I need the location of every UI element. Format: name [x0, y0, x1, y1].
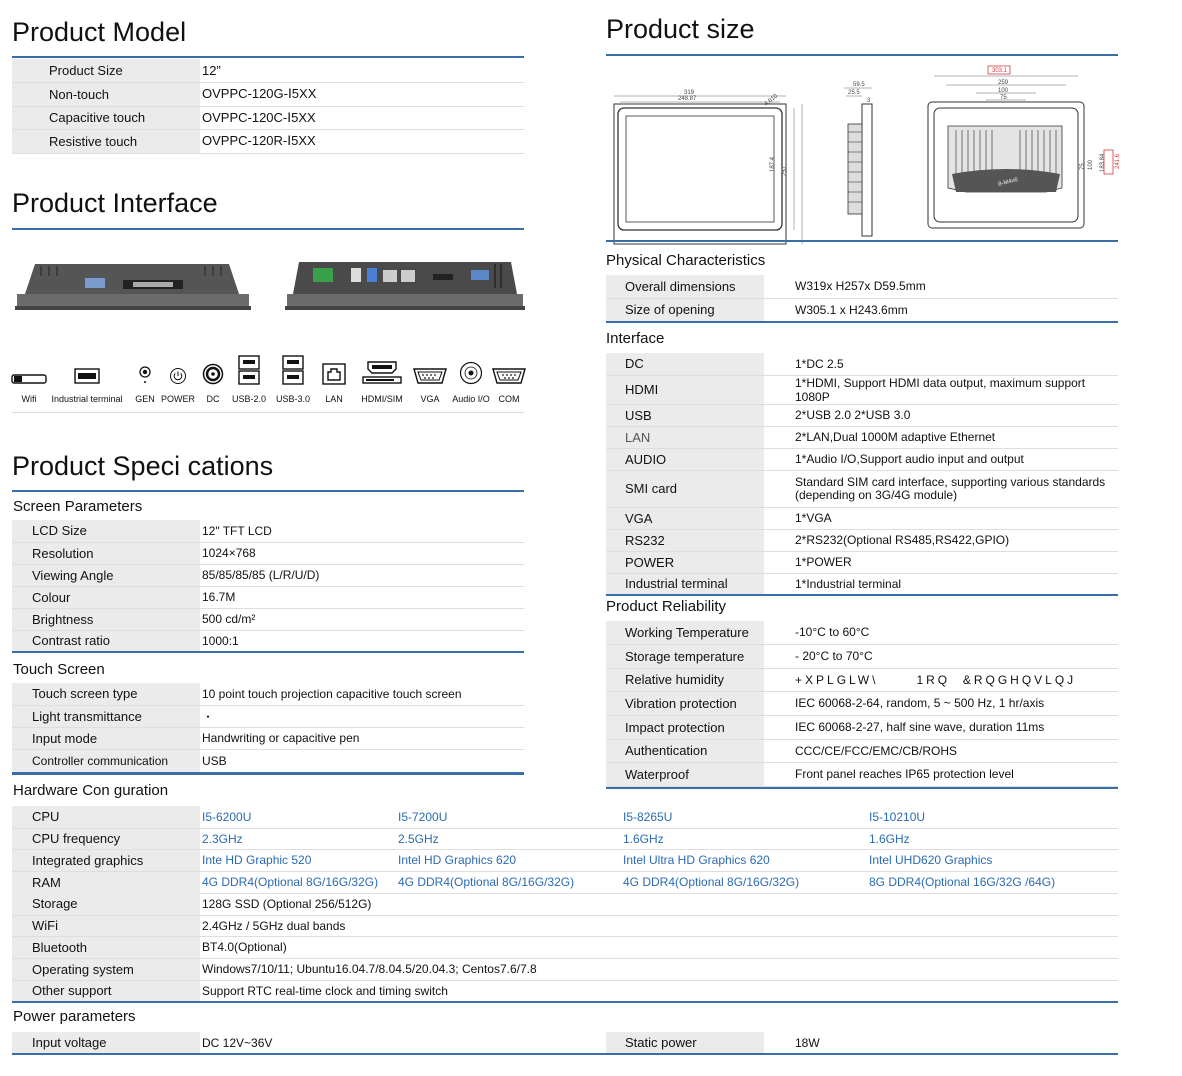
row-key: Touch screen type [12, 683, 200, 705]
row-value: W319x H257x D59.5mm [764, 275, 1118, 298]
dim-label: 257 [782, 165, 788, 176]
table-row [12, 564, 524, 586]
interface-icon-item [266, 352, 320, 404]
table-row [606, 691, 1118, 715]
interface-icon-item [444, 352, 498, 404]
row-key: Integrated graphics [12, 849, 200, 871]
table-row [606, 739, 1118, 762]
screen-parameters-table [12, 520, 524, 653]
row-value: OVPPC-120G-Ⅰ5XX [200, 82, 524, 106]
front-view-drawing [614, 90, 802, 244]
icon-label: GEN [135, 394, 155, 404]
icon-label: Wifi [21, 394, 37, 404]
row-value: 1*Audio I/O,Support audio input and output [764, 448, 1118, 470]
input-voltage-label: Input voltage [12, 1032, 200, 1054]
row-value: Windows7/10/11; Ubuntu16.04.7/8.04.5/20.04.3; Centos7.6/7.8 [200, 958, 1118, 980]
vga-icon [412, 367, 448, 385]
dim-label: 183.84 [1100, 153, 1106, 172]
dim-label: 8-M4x6 [997, 176, 1019, 188]
row-key: Input mode [12, 727, 200, 749]
power-icon [169, 367, 187, 385]
input-voltage-value: DC 12V~36V [200, 1032, 606, 1054]
table-row [12, 705, 524, 727]
power-table [12, 1032, 1118, 1055]
table-row [12, 59, 524, 82]
interface-icon-item [46, 352, 128, 404]
row-value: Front panel reaches IP65 protection level [764, 762, 1118, 786]
cpu-cell: I5-8265U [623, 806, 869, 828]
dimension-drawings [606, 62, 1121, 234]
row-value: USB [200, 749, 524, 773]
table-row [606, 762, 1118, 786]
table-row [12, 1032, 1118, 1054]
row-value: IEC 60068-2-64, random, 5 ~ 500 Hz, 1 hr/axis [764, 691, 1118, 715]
table-row [606, 573, 1118, 595]
row-value: 2*LAN,Dual 1000M adaptive Ethernet [764, 426, 1118, 448]
row-value: 85/85/85/85 (L/R/U/D) [200, 564, 524, 586]
table-row [12, 608, 524, 630]
table-row [606, 298, 1118, 322]
icon-label: POWER [161, 394, 196, 404]
title-underline [606, 240, 1118, 242]
table-row [606, 470, 1118, 507]
table-row [12, 849, 1118, 871]
interface-icon-item [12, 352, 46, 404]
icon-label: LAN [325, 394, 343, 404]
row-value: 1000:1 [200, 630, 524, 652]
hardware-table [12, 893, 1118, 1003]
row-key: Viewing Angle [12, 564, 200, 586]
row-value: 1*Industrial terminal [764, 573, 1118, 595]
cpu-table [12, 806, 1118, 894]
physical-characteristics-heading: Physical Characteristics [606, 252, 766, 269]
static-power-label: Static power [606, 1032, 764, 1054]
row-key: POWER [606, 551, 764, 573]
dim-label: 4.810 [763, 93, 780, 108]
row-key: Operating system [12, 958, 200, 980]
row-key: Bluetooth [12, 936, 200, 958]
row-value: IEC 60068-2-27, half sine wave, duration 11ms [764, 715, 1118, 739]
row-value: BT4.0(Optional) [200, 936, 1118, 958]
cpu-cell: 1.6GHz [869, 828, 1118, 849]
row-value: 2*USB 2.0 2*USB 3.0 [764, 404, 1118, 426]
cpu-cell: Intel Ultra HD Graphics 620 [623, 849, 869, 871]
dc-jack-icon [202, 363, 224, 385]
product-model-title: Product Model [12, 17, 187, 47]
usb2-icon [238, 355, 260, 385]
row-key: LAN [606, 426, 764, 448]
icon-label: Audio I/O [452, 394, 490, 404]
title-underline [606, 54, 1118, 56]
row-value: 1024×768 [200, 542, 524, 564]
row-value: +XPLGLW\ 1RQ &RQGHQVLQJ [764, 668, 1118, 691]
row-value: ・ [200, 705, 524, 727]
table-row [12, 749, 524, 773]
product-bottom-photo [15, 258, 251, 312]
table-row [12, 828, 1118, 849]
cpu-cell: Intel HD Graphics 620 [398, 849, 623, 871]
row-key: AUDIO [606, 448, 764, 470]
side-view-drawing [844, 82, 872, 236]
static-power-value: 18W [764, 1032, 1118, 1054]
table-row [12, 893, 1118, 915]
row-value: Standard SIM card interface, supporting various standards (depending on 3G/4G module) [764, 470, 1118, 507]
usb3-icon [282, 355, 304, 385]
product-io-photo [285, 258, 525, 312]
row-key: WiFi [12, 915, 200, 936]
title-underline [12, 228, 524, 230]
row-key: Light transmittance [12, 705, 200, 727]
cpu-cell: 2.5GHz [398, 828, 623, 849]
row-value: -10°C to 60°C [764, 621, 1118, 644]
table-row [12, 727, 524, 749]
row-value: 10 point touch projection capacitive touch screen [200, 683, 524, 705]
row-value: 2*RS232(Optional RS485,RS422,GPIO) [764, 529, 1118, 551]
row-key: Overall dimensions [606, 275, 764, 298]
icon-label: USB-3.0 [275, 394, 310, 404]
power-parameters-heading: Power parameters [13, 1008, 136, 1025]
touch-screen-heading: Touch Screen [13, 661, 105, 678]
row-value: 12” [200, 59, 524, 82]
row-key: Colour [12, 586, 200, 608]
product-size-title: Product size [606, 14, 755, 44]
touch-screen-table [12, 683, 524, 774]
interface-icon-item [498, 352, 520, 404]
dim-label: 259 [998, 80, 1009, 86]
table-row [606, 715, 1118, 739]
product-interface-title: Product Interface [12, 188, 218, 218]
row-value: W305.1 x H243.6mm [764, 298, 1118, 322]
table-row [606, 668, 1118, 691]
row-value: CCC/CE/FCC/EMC/CB/ROHS [764, 739, 1118, 762]
section-underline [606, 787, 1118, 789]
row-key: Capacitive touch [12, 106, 200, 129]
row-key: Size of opening [606, 298, 764, 322]
table-row [606, 275, 1118, 298]
table-row [606, 644, 1118, 668]
table-row [606, 529, 1118, 551]
hardware-configuration-heading: Hardware Con guration [13, 782, 169, 799]
row-key: USB [606, 404, 764, 426]
table-row [606, 551, 1118, 573]
com-icon [491, 367, 527, 385]
table-row [12, 936, 1118, 958]
row-key: LCD Size [12, 520, 200, 542]
table-row [12, 683, 524, 705]
interface-icon-item [162, 352, 194, 404]
row-value: 16.7M [200, 586, 524, 608]
cpu-cell: Intel UHD620 Graphics [869, 849, 1118, 871]
row-key: CPU [12, 806, 200, 828]
table-row [606, 507, 1118, 529]
row-key: RS232 [606, 529, 764, 551]
row-key: RAM [12, 871, 200, 893]
row-key: Authentication [606, 739, 764, 762]
model-table [12, 59, 524, 154]
dim-label: 248.87 [678, 96, 697, 102]
cpu-cell: I5-7200U [398, 806, 623, 828]
screen-parameters-heading: Screen Parameters [13, 498, 143, 515]
interface-icon-item [194, 352, 232, 404]
dim-label: 25.5 [848, 90, 860, 96]
wifi-antenna-icon [11, 373, 47, 385]
row-value: OVPPC-120R-Ⅰ5XX [200, 129, 524, 153]
dim-label: 319 [684, 90, 695, 96]
icon-label: HDMI/SIM [361, 394, 403, 404]
table-row [12, 129, 524, 153]
dim-label: 75 [1000, 95, 1007, 101]
table-row [12, 106, 524, 129]
interface-heading: Interface [606, 330, 665, 347]
table-row [12, 630, 524, 652]
row-key: Storage [12, 893, 200, 915]
row-key: Industrial terminal [606, 573, 764, 595]
icon-label: VGA [420, 394, 440, 404]
icon-label: DC [206, 394, 220, 404]
title-underline [12, 490, 524, 492]
row-key: VGA [606, 507, 764, 529]
table-row [12, 915, 1118, 936]
cpu-cell: 4G DDR4(Optional 8G/16G/32G) [398, 871, 623, 893]
row-value: OVPPC-120C-Ⅰ5XX [200, 106, 524, 129]
table-row [606, 353, 1118, 375]
row-value: 1*POWER [764, 551, 1118, 573]
table-row [606, 621, 1118, 644]
row-value: 128G SSD (Optional 256/512G) [200, 893, 1118, 915]
icon-label: COM [498, 394, 520, 404]
row-key: Resolution [12, 542, 200, 564]
dim-label: 100 [1088, 159, 1094, 170]
row-value: Handwriting or capacitive pen [200, 727, 524, 749]
table-row [12, 82, 524, 106]
icon-label: Industrial terminal [51, 394, 123, 404]
table-row [12, 958, 1118, 980]
interface-table [606, 353, 1118, 596]
row-key: Controller communication [12, 749, 200, 773]
row-key: Product Size [12, 59, 200, 82]
physical-table [606, 275, 1118, 323]
row-key: Storage temperature [606, 644, 764, 668]
table-row [12, 586, 524, 608]
back-view-drawing [928, 66, 1121, 228]
dim-label: 3 [867, 98, 871, 104]
row-key: CPU frequency [12, 828, 200, 849]
row-key: Resistive touch [12, 129, 200, 153]
table-row [606, 426, 1118, 448]
dim-label: 100 [998, 88, 1009, 94]
section-underline [12, 773, 524, 775]
cpu-cell: Inte HD Graphic 520 [200, 849, 398, 871]
table-row [606, 404, 1118, 426]
row-value: - 20°C to 70°C [764, 644, 1118, 668]
interface-icon-item [348, 352, 416, 404]
reliability-table [606, 621, 1118, 787]
row-value: 2.4GHz / 5GHz dual bands [200, 915, 1118, 936]
table-row [606, 375, 1118, 404]
row-key: Working Temperature [606, 621, 764, 644]
interface-icon-item [416, 352, 444, 404]
gen-icon [138, 365, 152, 385]
lan-icon [322, 363, 346, 385]
cpu-cell: 2.3GHz [200, 828, 398, 849]
interface-icons [12, 352, 520, 404]
row-key: DC [606, 353, 764, 375]
interface-icon-item [128, 352, 162, 404]
table-row [12, 871, 1118, 893]
dim-label: 75 [1080, 163, 1086, 170]
table-row [12, 542, 524, 564]
row-key: Impact protection [606, 715, 764, 739]
cpu-cell: 4G DDR4(Optional 8G/16G/32G) [200, 871, 398, 893]
divider [12, 412, 524, 413]
cpu-cell: I5-6200U [200, 806, 398, 828]
row-key: HDMI [606, 375, 764, 404]
table-row [12, 520, 524, 542]
industrial-terminal-icon [74, 367, 100, 385]
interface-icon-item [232, 352, 266, 404]
cpu-cell: 8G DDR4(Optional 16G/32G /64G) [869, 871, 1118, 893]
dim-label: 59.5 [853, 82, 865, 88]
icon-label: USB-2.0 [232, 394, 267, 404]
row-key: Non-touch [12, 82, 200, 106]
dim-label: 241.6 [1115, 153, 1121, 169]
row-key: Waterproof [606, 762, 764, 786]
interface-icon-item [320, 352, 348, 404]
row-value: 1*DC 2.5 [764, 353, 1118, 375]
row-key: Relative humidity [606, 668, 764, 691]
cpu-cell: I5-10210U [869, 806, 1118, 828]
row-value: 500 cd/m² [200, 608, 524, 630]
table-row [12, 806, 1118, 828]
row-value: 12" TFT LCD [200, 520, 524, 542]
row-key: Contrast ratio [12, 630, 200, 652]
audio-icon [459, 361, 483, 385]
row-key: Vibration protection [606, 691, 764, 715]
product-reliability-heading: Product Reliability [606, 598, 727, 615]
table-row [12, 980, 1118, 1002]
row-key: Other support [12, 980, 200, 1002]
row-key: SMI card [606, 470, 764, 507]
row-value: Support RTC real-time clock and timing switch [200, 980, 1118, 1002]
row-value: 1*HDMI, Support HDMI data output, maximum support 1080P [764, 375, 1118, 404]
title-underline [12, 56, 524, 58]
dim-label: 187.4 [770, 156, 776, 172]
cpu-cell: 1.6GHz [623, 828, 869, 849]
hdmi-sim-icon [362, 361, 402, 385]
row-value: 1*VGA [764, 507, 1118, 529]
dim-label: 303.1 [992, 68, 1008, 74]
table-row [606, 448, 1118, 470]
product-specifications-title: Product Speci cations [12, 451, 274, 481]
cpu-cell: 4G DDR4(Optional 8G/16G/32G) [623, 871, 869, 893]
row-key: Brightness [12, 608, 200, 630]
